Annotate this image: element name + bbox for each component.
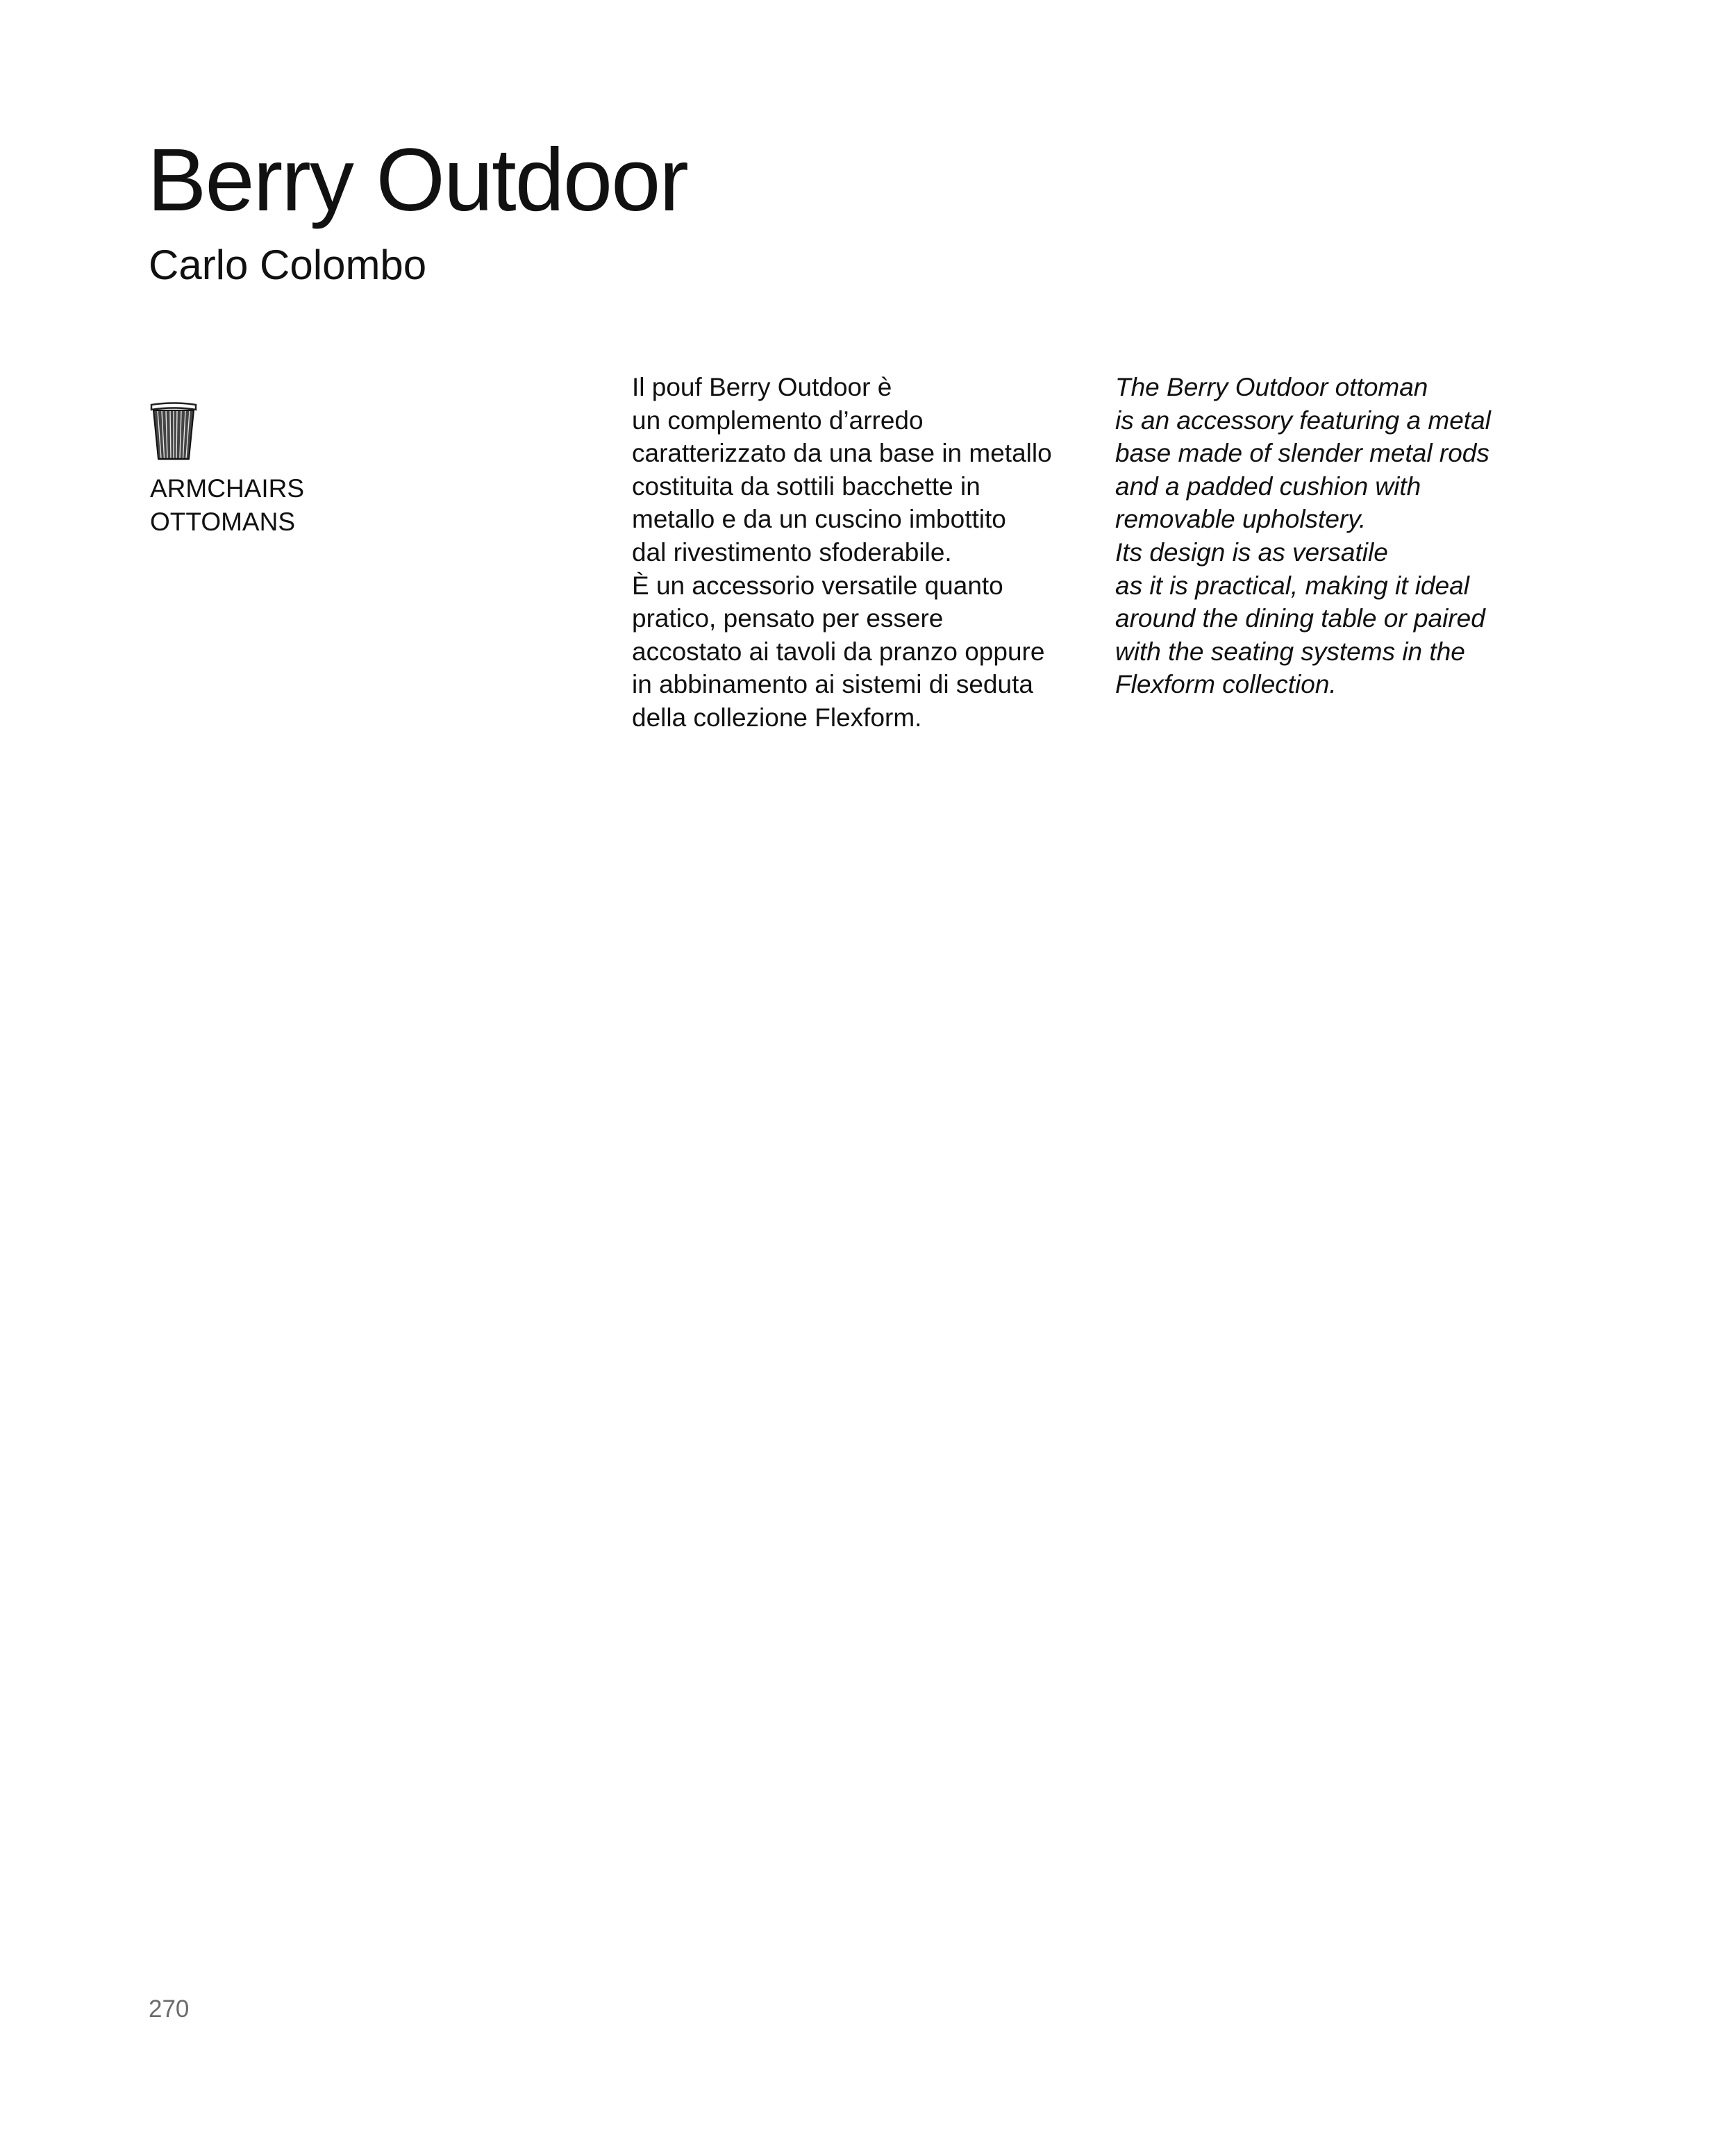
category-armchairs: ARMCHAIRS: [150, 474, 305, 503]
description-english: [1115, 371, 1491, 701]
description-line: The Berry Outdoor ottoman: [1115, 373, 1428, 401]
description-line: È un accessorio versatile quanto: [632, 571, 1003, 600]
category-ottomans: OTTOMANS: [150, 508, 295, 536]
description-line: Its design is as versatile: [1115, 537, 1388, 567]
description-line: dal rivestimento sfoderabile.: [632, 537, 952, 567]
description-line: removable upholstery.: [1115, 505, 1367, 534]
category-list: [150, 472, 304, 539]
description-line: around the dining table or paired: [1115, 604, 1485, 633]
description-line: della collezione Flexform.: [632, 703, 922, 732]
description-line: as it is practical, making it ideal: [1115, 571, 1469, 600]
description-line: accostato ai tavoli da pranzo oppure: [632, 637, 1045, 666]
description-line: un complemento d’arredo: [632, 405, 924, 435]
description-line: in abbinamento ai sistemi di seduta: [632, 670, 1033, 699]
page-title: Berry Outdoor: [147, 131, 687, 230]
description-line: is an accessory featuring a metal: [1115, 405, 1491, 435]
description-line: with the seating systems in the: [1115, 637, 1465, 666]
page-number: 270: [149, 1995, 190, 2023]
description-line: caratterizzato da una base in metallo: [632, 439, 1052, 468]
description-line: Il pouf Berry Outdoor è: [632, 373, 892, 401]
description-line: and a padded cushion with: [1115, 471, 1421, 501]
designer-name: Carlo Colombo: [149, 242, 427, 288]
description-line: base made of slender metal rods: [1115, 439, 1489, 468]
description-line: metallo e da un cuscino imbottito: [632, 505, 1006, 534]
description-line: pratico, pensato per essere: [632, 604, 944, 633]
description-italian: [632, 371, 1052, 735]
description-line: Flexform collection.: [1115, 670, 1337, 699]
description-line: costituita da sottili bacchette in: [632, 471, 980, 501]
ottoman-icon: [149, 401, 199, 461]
